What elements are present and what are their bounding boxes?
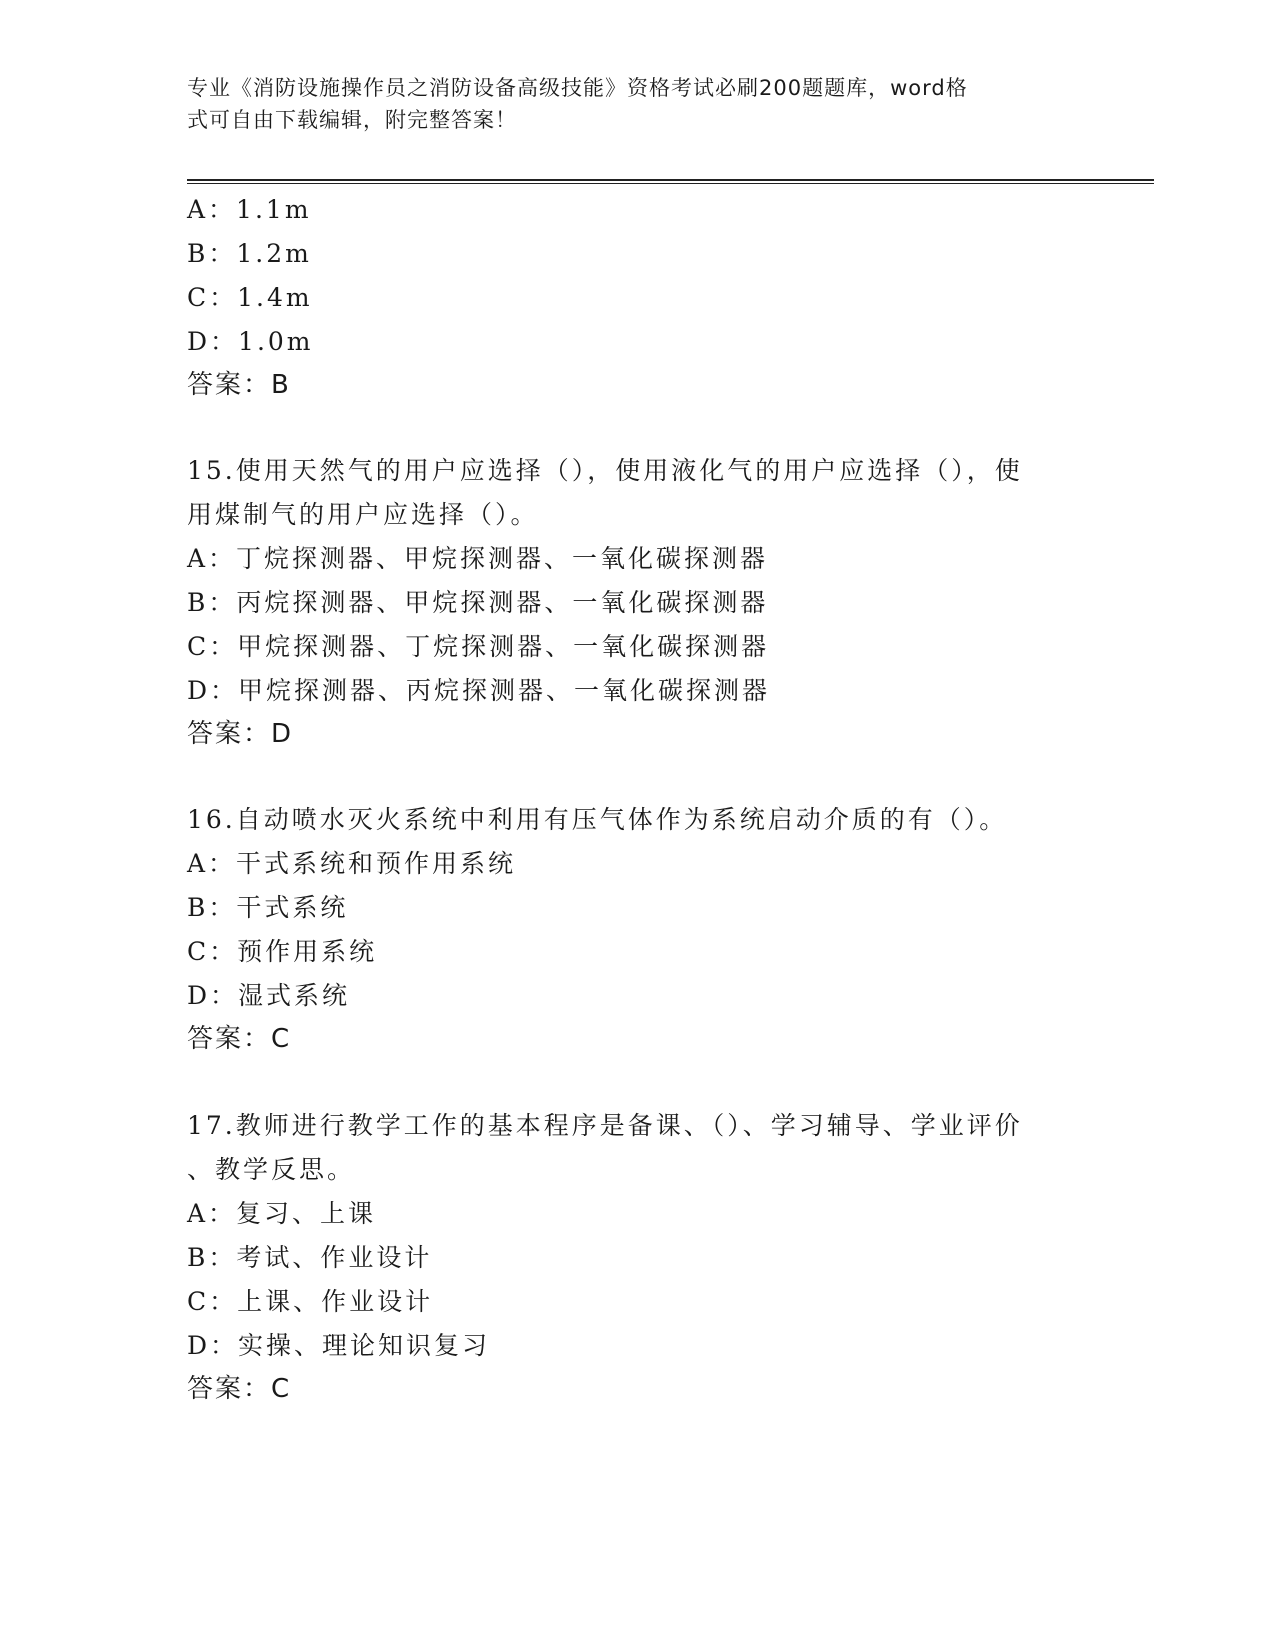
q17-stem-line-1: 17.教师进行教学工作的基本程序是备课、（）、学习辅导、学业评价 [187,1111,1023,1140]
q15-stem-line-2: 用煤制气的用户应选择（）。 [187,500,539,529]
header-line-2: 式可自由下载编辑，附完整答案！ [187,108,517,132]
q16-option-d: D：湿式系统 [187,981,351,1010]
q17-option-d: D：实操、理论知识复习 [187,1331,491,1360]
q15-option-d: D：甲烷探测器、丙烷探测器、一氧化碳探测器 [187,676,771,705]
q15-answer: 答案：D [187,719,294,749]
q14-option-b: B：1.2m [187,239,312,268]
q16-stem-line-1: 16.自动喷水灭火系统中利用有压气体作为系统启动介质的有（）。 [187,805,1008,834]
header-divider-thin [187,183,1154,184]
header-line-1: 专业《消防设施操作员之消防设备高级技能》资格考试必刷200题题库，word格 [187,76,968,100]
q16-option-b: B：干式系统 [187,893,349,922]
q14-option-c: C：1.4m [187,283,313,312]
q17-option-b: B：考试、作业设计 [187,1243,433,1272]
q15-stem-line-1: 15.使用天然气的用户应选择（），使用液化气的用户应选择（），使 [187,456,1023,485]
q17-answer: 答案：C [187,1374,292,1404]
q17-stem-line-2: 、教学反思。 [187,1155,356,1184]
q16-answer: 答案：C [187,1024,292,1054]
header-divider [187,179,1154,181]
q14-answer: 答案：B [187,370,291,400]
q17-option-a: A：复习、上课 [187,1199,377,1228]
document-header [187,72,1077,136]
q15-option-c: C：甲烷探测器、丁烷探测器、一氧化碳探测器 [187,632,770,661]
q14-option-d: D：1.0m [187,327,314,356]
q16-option-a: A：干式系统和预作用系统 [187,849,517,878]
q16-option-c: C：预作用系统 [187,937,378,966]
q17-option-c: C：上课、作业设计 [187,1287,434,1316]
q15-option-b: B：丙烷探测器、甲烷探测器、一氧化碳探测器 [187,588,769,617]
q14-option-a: A：1.1m [187,195,312,224]
q15-option-a: A：丁烷探测器、甲烷探测器、一氧化碳探测器 [187,544,769,573]
